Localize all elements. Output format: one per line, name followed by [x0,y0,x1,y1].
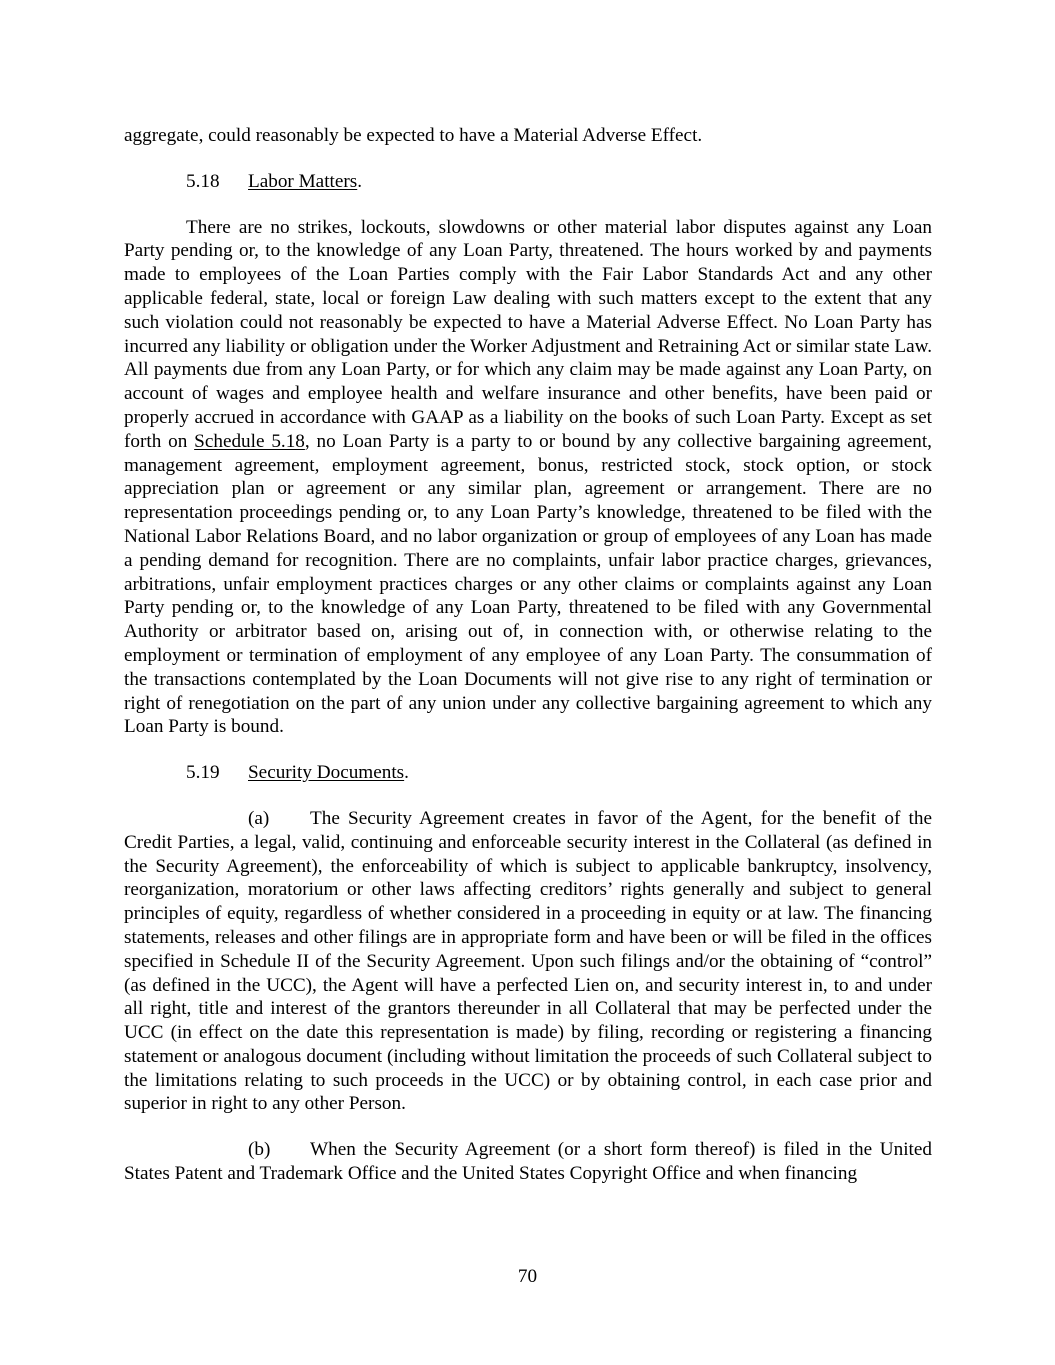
continuation-paragraph: aggregate, could reasonably be expected to have a Material Adverse Effect. [124,125,703,146]
section-title-period: . [357,170,363,192]
schedule-reference: Schedule 5.18 [194,430,305,452]
section-title-period: . [404,762,409,784]
page-number: 70 [517,1266,538,1287]
section-title: Security Documents [248,762,405,784]
section-number: 5.18 [186,170,220,192]
paragraph-text: There are no strikes, lockouts, slowdowns or other material labor disputes against any Loan Party pending or, to the knowledge of any Loan Party, threatened. The hours worked by and payments made to employees of the Loan Parties comply with the Fair Labor Standards Act and any other applicable federal, state, local or foreign Law dealing with such matters except to the extent that any such violation could not reasonably be expected to have a Material Adverse Effect. No Loan Party has incurred any liability or obligation under the Worker Adjustment and Retraining Act or similar state Law. All payments due from any Loan Party, or for which any claim may be made against any Loan Party, on account of wages and employee health and welfare insurance and other benefits, have been paid or properly accrued in accordance with GAAP as a liability on the books of such Loan Party. Except as set forth on [124,216,932,452]
section-5-18-heading [124,170,932,194]
section-5-19-heading [124,761,932,785]
section-number: 5.19 [186,762,220,784]
section-5-18-paragraph [124,216,932,740]
clause-text: The Security Agreement creates in favor of the Agent, for the benefit of the Credit Parties, a legal, valid, continuing and enforceable security interest in the Collateral (as defined in the Security Agreement), the enforceability of which is subject to applicable bankruptcy, insolvency, reorganization, moratorium or other laws affecting creditors’ rights generally and subject to general principles of equity, regardless of whether considered in a proceeding in equity or at law. The financing statements, releases and other filings are in appropriate form and have been or will be filed in the offices specified in Schedule II of the Security Agreement. Upon such filings and/or the obtaining of “control” (as defined in the UCC), the Agent will have a perfected Lien on, and security interest in, to and under all right, title and interest of the grantors thereunder in all Collateral that may be perfected under the UCC (in effect on the date this representation is made) by filing, recording or registering a financing statement or analogous document (including without limitation the proceeds of such Collateral subject to the limitations relating to such proceeds in the UCC) or by obtaining control, in each case prior and superior in right to any other Person. [124,807,932,1115]
paragraph-text: , no Loan Party is a party to or bound by any collective bargaining agreement, management agreement, employment agreement, bonus, restricted stock, stock option, or stock appreciation plan or agreement or any similar plan, agreement or arrangement. There are no representation proceedings pending or, to any Loan Party’s knowledge, threatened to be filed with the National Labor Relations Board, and no labor organization or group of employees of any Loan has made a pending demand for recognition. There are no complaints, unfair labor practice charges, grievances, arbitrations, unfair employment practices charges or any other claims or complaints against any Loan Party pending or, to the knowledge of any Loan Party, threatened to be filed with any Governmental Authority or arbitrator based on, arising out of, in connection with, or otherwise relating to the employment or termination of employment of any employee of any Loan Party. The consummation of the transactions contemplated by the Loan Documents will not give rise to any right of termination or right of renegotiation on the part of any union under any collective bargaining agreement to which any Loan Party is bound. [124,430,932,738]
clause-b-paragraph [124,1138,932,1186]
clause-label: (a) [248,807,270,829]
clause-label: (b) [248,1139,271,1161]
clause-a-paragraph [124,807,932,1116]
clause-text: When the Security Agreement (or a short form thereof) is filed in the United States Patent and Trademark Office and the United States Copyright Office and when financing [124,1139,932,1185]
section-title: Labor Matters [248,170,358,192]
document-body [124,124,932,1208]
